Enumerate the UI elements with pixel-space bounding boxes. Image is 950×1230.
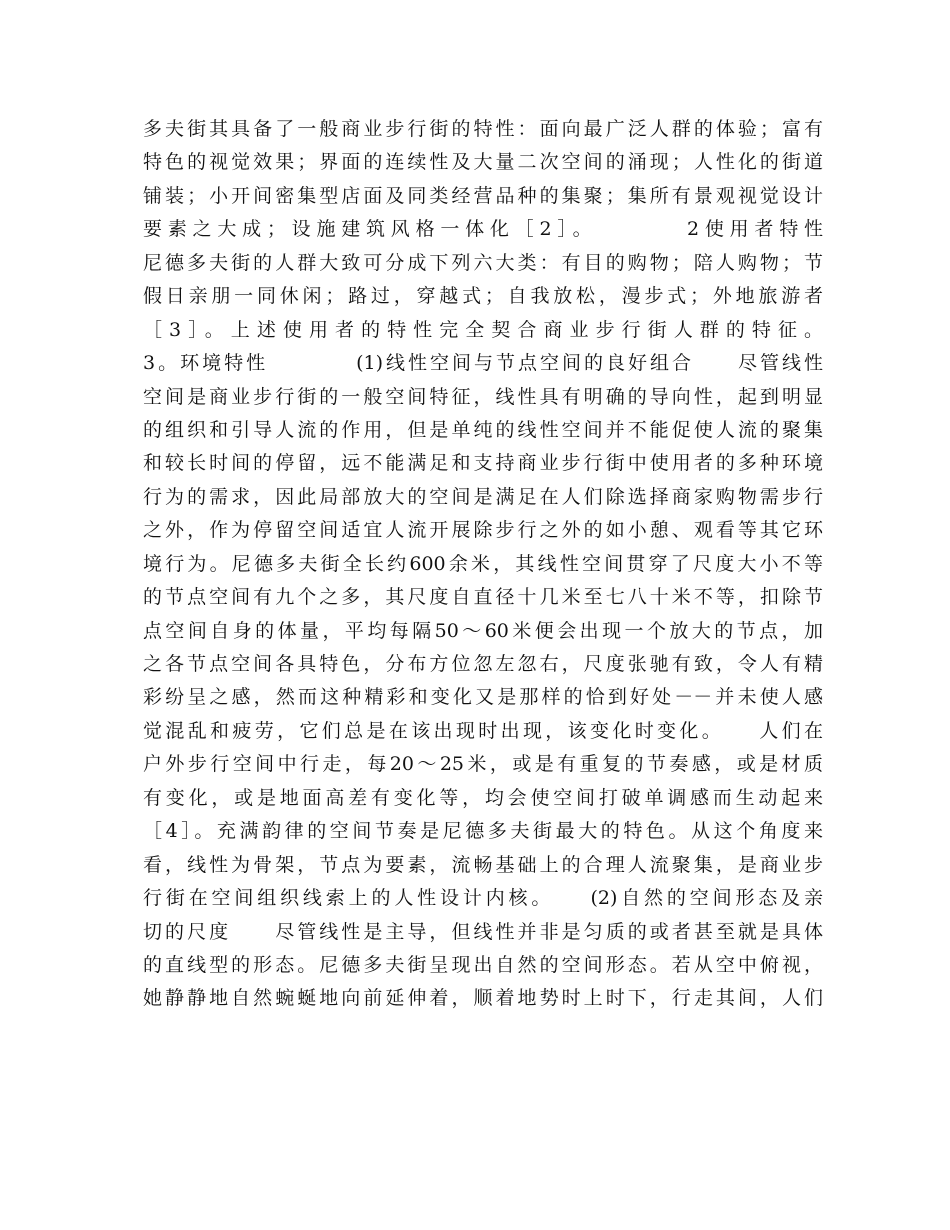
text-line: 的直线型的形态。尼德多夫街呈现出自然的空间形态。若从空中俯视， — [143, 953, 823, 976]
text-line: 行为的需求，因此局部放大的空间是满足在人们除选择商家购物需步行 — [143, 485, 823, 508]
text-line: 之外，作为停留空间适宜人流开展除步行之外的如小憩、观看等其它环 — [143, 519, 823, 542]
text-line: 3。环境特性 (1)线性空间与节点空间的良好组合 尽管线性 — [143, 352, 823, 375]
text-line: 之各节点空间各具特色，分布方位忽左忽右，尺度张驰有致，令人有精 — [143, 653, 823, 675]
text-line: 尼德多夫街的人群大致可分成下列六大类：有目的购物；陪人购物；节 — [143, 251, 823, 274]
text-line: 假日亲朋一同休闲；路过，穿越式；自我放松，漫步式；外地旅游者 — [143, 285, 823, 308]
body-text — [143, 113, 823, 1016]
text-line: 铺装；小开间密集型店面及同类经营品种的集聚；集所有景观视觉设计 — [143, 184, 823, 207]
text-line: 切的尺度 尽管线性是主导，但线性并非是匀质的或者甚至就是具体 — [143, 920, 823, 943]
text-line: 行街在空间组织线索上的人性设计内核。 (2)自然的空间形态及亲 — [143, 887, 823, 910]
text-line: 多夫街其具备了一般商业步行街的特性：面向最广泛人群的体验；富有 — [143, 118, 823, 140]
text-line: 的组织和引导人流的作用，但是单纯的线性空间并不能促使人流的聚集 — [143, 418, 823, 441]
text-line: 户外步行空间中行走，每20～25米，或是有重复的节奏感，或是材质 — [143, 753, 823, 776]
text-line: 特色的视觉效果；界面的连续性及大量二次空间的涌现；人性化的街道 — [143, 151, 823, 174]
text-line: 点空间自身的体量，平均每隔50～60米便会出现一个放大的节点，加 — [143, 619, 823, 642]
text-line: 和较长时间的停留，远不能满足和支持商业步行街中使用者的多种环境 — [143, 452, 823, 475]
text-line: 的节点空间有九个之多，其尺度自直径十几米至七八十米不等，扣除节 — [143, 586, 823, 609]
text-line: 看，线性为骨架，节点为要素，流畅基础上的合理人流聚集，是商业步 — [143, 853, 823, 876]
text-line: 彩纷呈之感，然而这种精彩和变化又是那样的恰到好处－－并未使人感 — [143, 686, 823, 709]
text-line: 觉混乱和疲劳，它们总是在该出现时出现，该变化时变化。 人们在 — [143, 719, 823, 742]
text-line: 有变化，或是地面高差有变化等，均会使空间打破单调感而生动起来 — [143, 786, 823, 809]
text-line: 空间是商业步行街的一般空间特征，线性具有明确的导向性，起到明显 — [143, 385, 823, 408]
text-line: ［4］。充满韵律的空间节奏是尼德多夫街最大的特色。从这个角度来 — [143, 820, 823, 843]
text-line: 要素之大成；设施建筑风格一体化［2］。 2使用者特性 — [143, 218, 823, 241]
text-line: ［3］。上述使用者的特性完全契合商业步行街人群的特征。 — [143, 318, 823, 341]
text-line: 境行为。尼德多夫街全长约600余米，其线性空间贯穿了尺度大小不等 — [143, 552, 823, 575]
text-line: 她静静地自然蜿蜒地向前延伸着，顺着地势时上时下，行走其间，人们 — [143, 987, 823, 1010]
